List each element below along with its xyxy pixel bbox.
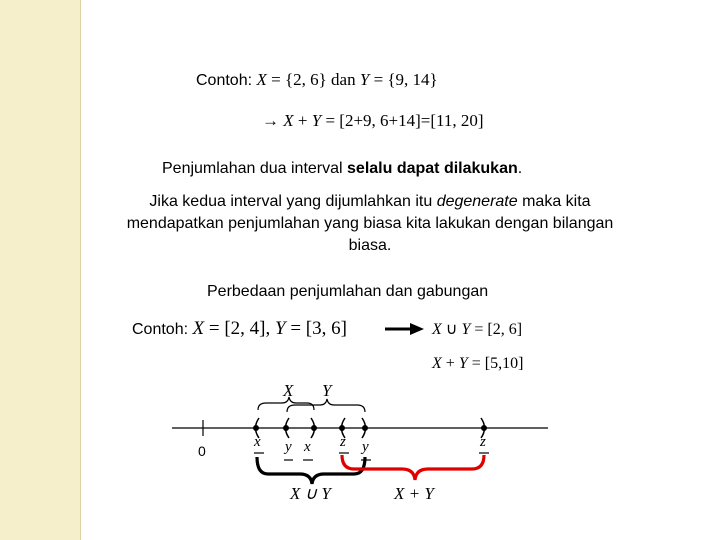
label-Y: Y — [322, 381, 332, 400]
var-y: Y — [461, 321, 471, 338]
label-z-lo: z — [340, 434, 346, 450]
degenerate-text-a: Jika kedua interval yang dijumlahkan itu — [149, 193, 437, 210]
brace-sum — [342, 455, 484, 480]
subtitle: Perbedaan penjumlahan dan gabungan — [207, 283, 489, 300]
var-y: Y — [359, 70, 370, 89]
var-x: X — [192, 318, 205, 339]
arrow-right-icon — [410, 323, 424, 335]
interval-x: = [2, 4], — [204, 318, 275, 339]
statement-end: . — [517, 160, 523, 177]
label-x-hi: x — [304, 439, 311, 455]
interval-y: = [3, 6] — [285, 318, 347, 339]
label-z-hi: z — [480, 434, 486, 450]
label-zero: 0 — [198, 443, 206, 459]
example-prefix: Contoh: — [196, 72, 253, 89]
degenerate-line-2: mendapatkan penjumlahan yang biasa kita lakukan dengan bilangan — [126, 215, 614, 232]
sum-result: = [2+9, 6+14]=[11, 20] — [321, 111, 484, 130]
var-y: Y — [274, 318, 286, 339]
var-x: X — [283, 111, 294, 130]
set-x: = {2, 6} dan — [266, 70, 360, 89]
degenerate-text-b: maka kita — [517, 193, 591, 210]
implies-arrow-icon: → — [262, 111, 279, 130]
statement-text: Penjumlahan dua interval — [162, 160, 348, 177]
example-prefix: Contoh: — [132, 321, 189, 338]
union-value: = [2, 6] — [470, 321, 523, 338]
brace-union — [257, 457, 365, 484]
brace-y — [287, 399, 365, 412]
label-y-lo: y — [285, 439, 292, 455]
var-x: X — [432, 355, 442, 372]
label-y-hi: y — [362, 439, 369, 455]
plus-sign: + — [293, 111, 312, 130]
label-X: X — [283, 381, 294, 400]
label-union: X ∪ Y — [290, 484, 331, 503]
var-y: Y — [311, 111, 322, 130]
sum-value: = [5,10] — [467, 355, 524, 372]
degenerate-italic: degenerate — [436, 193, 518, 210]
var-x: X — [432, 321, 442, 338]
set-y: = {9, 14} — [369, 70, 438, 89]
var-y: Y — [458, 355, 468, 372]
label-sum: X + Y — [394, 484, 434, 503]
var-x: X — [256, 70, 267, 89]
plus-operator: + — [441, 355, 459, 372]
degenerate-line-3: biasa. — [348, 237, 392, 254]
union-operator: ∪ — [441, 321, 462, 338]
label-x-lo: x — [254, 434, 261, 450]
statement-bold: selalu dapat dilakukan — [347, 160, 518, 177]
